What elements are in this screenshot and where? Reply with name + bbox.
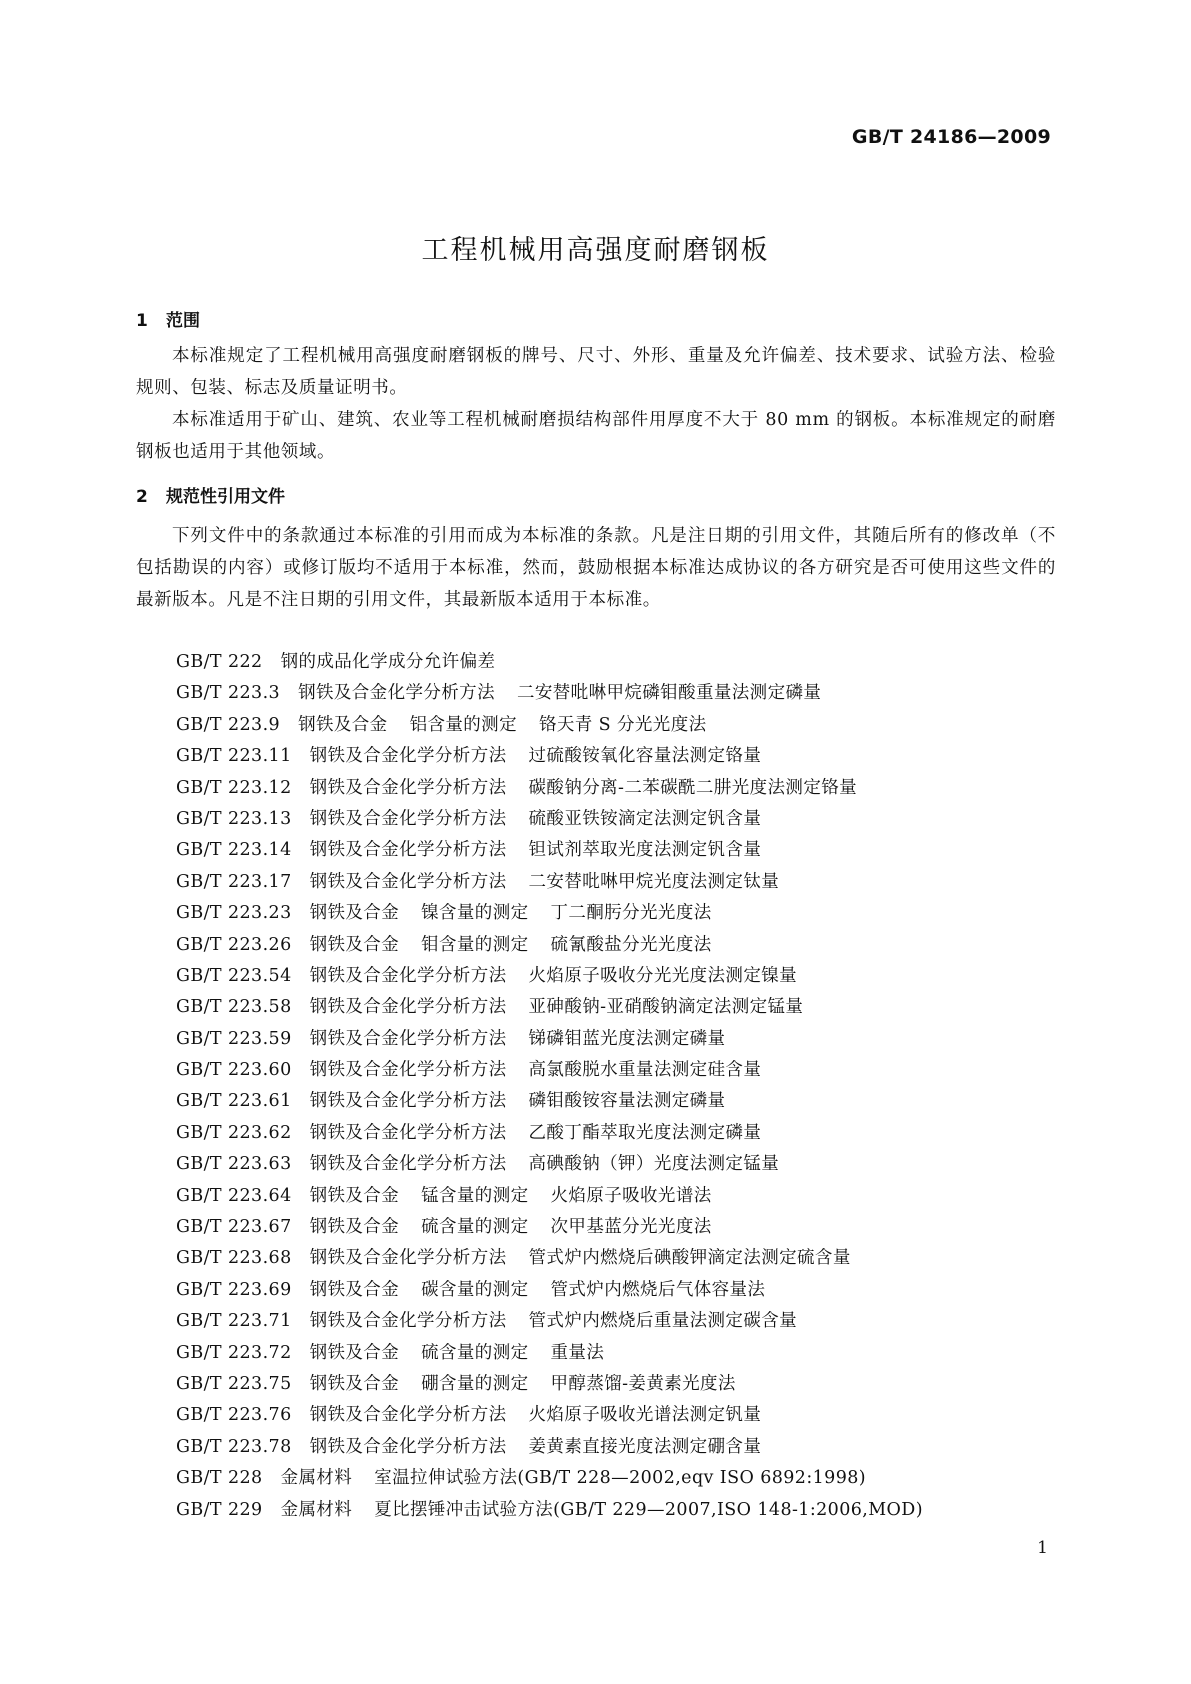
reference-title-part: 钢铁及合金化学分析方法	[309, 871, 507, 892]
reference-item	[176, 867, 945, 898]
reference-title-part: 钢铁及合金化学分析方法	[309, 965, 507, 986]
reference-code: GB/T 223.72	[176, 1342, 292, 1363]
reference-item	[176, 773, 945, 804]
reference-title-part: 次甲基蓝分光光度法	[550, 1217, 712, 1238]
reference-title-part: 金属材料	[280, 1499, 353, 1520]
reference-item	[176, 804, 945, 835]
reference-item	[176, 1181, 945, 1212]
reference-item	[176, 930, 945, 961]
reference-code: GB/T 223.76	[176, 1405, 292, 1426]
section-1-title: 范围	[166, 311, 200, 331]
reference-title-part: 高碘酸钠（钾）光度法测定锰量	[528, 1154, 780, 1175]
reference-title-part: 钢铁及合金化学分析方法	[309, 1091, 507, 1112]
section-1-number: 1	[136, 311, 148, 331]
reference-title-part: 钢铁及合金化学分析方法	[309, 777, 507, 798]
reference-item	[176, 1463, 945, 1494]
reference-code: GB/T 223.61	[176, 1091, 292, 1112]
reference-code: GB/T 223.14	[176, 840, 292, 861]
reference-item	[176, 1495, 945, 1526]
reference-title-part: 钢铁及合金	[309, 1342, 400, 1363]
reference-item	[176, 1055, 945, 1086]
reference-item	[176, 1306, 945, 1337]
reference-code: GB/T 223.54	[176, 965, 292, 986]
reference-item	[176, 992, 945, 1023]
reference-item	[176, 647, 945, 678]
reference-item	[176, 1432, 945, 1463]
reference-title-part: 镍含量的测定	[421, 903, 529, 924]
reference-code: GB/T 223.9	[176, 714, 281, 735]
reference-item	[176, 710, 945, 741]
reference-code: GB/T 223.11	[176, 746, 292, 767]
section-1-paragraph-1: 本标准规定了工程机械用高强度耐磨钢板的牌号、尺寸、外形、重量及允许偏差、技术要求、试验方法、检验规则、包装、标志及质量证明书。	[136, 346, 1056, 398]
section-1-heading	[136, 306, 200, 331]
reference-title-part: 过硫酸铵氧化容量法测定铬量	[528, 746, 762, 767]
reference-title-part: 乙酸丁酯萃取光度法测定磷量	[528, 1122, 762, 1143]
section-2-intro: 下列文件中的条款通过本标准的引用而成为本标准的条款。凡是注日期的引用文件，其随后所有的修改单（不包括勘误的内容）或修订版均不适用于本标准，然而，鼓励根据本标准达成协议的各方研究是否可使用这些文件的最新版本。凡是不注日期的引用文件，其最新版本适用于本标准。	[136, 526, 1056, 610]
reference-title-part: 铝含量的测定	[409, 714, 517, 735]
reference-title-part: 钢铁及合金	[309, 903, 400, 924]
reference-title-part: 钢铁及合金化学分析方法	[309, 1248, 507, 1269]
section-2-heading	[136, 482, 285, 507]
reference-item	[176, 741, 945, 772]
reference-item	[176, 1118, 945, 1149]
reference-title-part: 钢铁及合金化学分析方法	[298, 683, 495, 704]
reference-item	[176, 678, 945, 709]
reference-title-part: 硼含量的测定	[421, 1373, 529, 1394]
reference-code: GB/T 223.62	[176, 1122, 292, 1143]
reference-title-part: 钢铁及合金化学分析方法	[309, 1060, 507, 1081]
reference-code: GB/T 223.59	[176, 1028, 292, 1049]
reference-code: GB/T 223.60	[176, 1060, 292, 1081]
reference-title-part: 硫含量的测定	[421, 1342, 529, 1363]
reference-code: GB/T 223.71	[176, 1311, 292, 1332]
reference-title-part: 钢铁及合金化学分析方法	[309, 840, 507, 861]
reference-code: GB/T 223.26	[176, 934, 292, 955]
reference-title-part: 钢铁及合金化学分析方法	[309, 1436, 507, 1457]
reference-title-part: 钢铁及合金	[309, 1185, 400, 1206]
reference-title-part: 钢铁及合金	[309, 934, 400, 955]
reference-code: GB/T 222	[176, 652, 263, 672]
reference-title-part: 高氯酸脱水重量法测定硅含量	[528, 1060, 762, 1081]
document-title: 工程机械用高强度耐磨钢板	[421, 235, 770, 266]
reference-title-part: 管式炉内燃烧后碘酸钾滴定法测定硫含量	[528, 1248, 851, 1269]
reference-code: GB/T 223.23	[176, 903, 292, 924]
reference-title-part: 钢铁及合金	[298, 714, 388, 735]
reference-item	[176, 1338, 945, 1369]
reference-title-part: 钢铁及合金化学分析方法	[309, 808, 507, 829]
reference-title-part: 碳酸钠分离-二苯碳酰二肼光度法测定铬量	[528, 777, 858, 798]
reference-item	[176, 1400, 945, 1431]
reference-title-part: 钼含量的测定	[421, 934, 529, 955]
reference-title-part: 重量法	[550, 1342, 605, 1363]
standard-code: GB/T 24186—2009	[851, 126, 1051, 148]
page-number: 1	[1037, 1538, 1048, 1558]
reference-title-part: 金属材料	[280, 1468, 353, 1489]
reference-item	[176, 1086, 945, 1117]
reference-item	[176, 1212, 945, 1243]
reference-title-part: 室温拉伸试验方法(GB/T 228—2002,eqv ISO 6892:1998)	[374, 1468, 867, 1489]
reference-code: GB/T 223.13	[176, 808, 292, 829]
reference-code: GB/T 223.75	[176, 1373, 292, 1394]
reference-title-part: 硫含量的测定	[421, 1217, 529, 1238]
section-2-title: 规范性引用文件	[166, 487, 285, 507]
reference-title-part: 火焰原子吸收光谱法测定钒量	[528, 1405, 762, 1426]
reference-title-part: 甲醇蒸馏-姜黄素光度法	[550, 1373, 736, 1394]
reference-item	[176, 1149, 945, 1180]
reference-title-part: 钢铁及合金化学分析方法	[309, 746, 507, 767]
reference-title-part: 管式炉内燃烧后气体容量法	[550, 1279, 766, 1300]
reference-item	[176, 1275, 945, 1306]
reference-title-part: 二安替吡啉甲烷光度法测定钛量	[528, 871, 780, 892]
reference-title-part: 火焰原子吸收分光光度法测定镍量	[528, 965, 798, 986]
reference-title-part: 硫酸亚铁铵滴定法测定钒含量	[528, 808, 762, 829]
reference-item	[176, 1369, 945, 1400]
reference-title-part: 亚砷酸钠-亚硝酸钠滴定法测定锰量	[528, 997, 804, 1018]
reference-title-part: 钢铁及合金化学分析方法	[309, 1154, 507, 1175]
reference-item	[176, 898, 945, 929]
reference-code: GB/T 223.69	[176, 1279, 292, 1300]
section-2-number: 2	[136, 487, 148, 507]
reference-item	[176, 1243, 945, 1274]
reference-code: GB/T 223.63	[176, 1154, 292, 1175]
section-1-paragraph-2: 本标准适用于矿山、建筑、农业等工程机械耐磨损结构部件用厚度不大于 80 mm 的钢板。本标准规定的耐磨钢板也适用于其他领域。	[136, 410, 1056, 462]
reference-code: GB/T 223.17	[176, 871, 292, 892]
reference-code: GB/T 223.67	[176, 1217, 292, 1238]
reference-code: GB/T 223.3	[176, 683, 281, 704]
reference-title-part: 锰含量的测定	[421, 1185, 529, 1206]
reference-item	[176, 835, 945, 866]
reference-title-part: 磷钼酸铵容量法测定磷量	[528, 1091, 726, 1112]
reference-title-part: 碳含量的测定	[421, 1279, 529, 1300]
reference-title-part: 钢铁及合金	[309, 1279, 400, 1300]
reference-title-part: 铬天青 S 分光光度法	[538, 714, 707, 735]
reference-list	[176, 647, 945, 1526]
reference-title-part: 姜黄素直接光度法测定硼含量	[528, 1436, 762, 1457]
reference-code: GB/T 223.78	[176, 1436, 292, 1457]
reference-title-part: 钢铁及合金化学分析方法	[309, 997, 507, 1018]
reference-code: GB/T 223.12	[176, 777, 292, 798]
reference-item	[176, 1024, 945, 1055]
reference-title-part: 钢铁及合金	[309, 1373, 400, 1394]
reference-item	[176, 961, 945, 992]
reference-title-part: 钢铁及合金化学分析方法	[309, 1122, 507, 1143]
reference-title-part: 钢铁及合金化学分析方法	[309, 1311, 507, 1332]
reference-title-part: 硫氰酸盐分光光度法	[550, 934, 712, 955]
reference-title-part: 夏比摆锤冲击试验方法(GB/T 229—2007,ISO 148-1:2006,MOD)	[374, 1499, 923, 1520]
reference-title-part: 火焰原子吸收光谱法	[550, 1185, 712, 1206]
reference-title-part: 管式炉内燃烧后重量法测定碳含量	[528, 1311, 798, 1332]
reference-title-part: 锑磷钼蓝光度法测定磷量	[528, 1028, 726, 1049]
reference-title-part: 钢的成品化学成分允许偏差	[280, 652, 496, 672]
reference-code: GB/T 228	[176, 1468, 263, 1489]
reference-code: GB/T 223.58	[176, 997, 292, 1018]
reference-title-part: 二安替吡啉甲烷磷钼酸重量法测定磷量	[516, 683, 822, 704]
reference-code: GB/T 229	[176, 1499, 263, 1520]
reference-title-part: 钽试剂萃取光度法测定钒含量	[528, 840, 762, 861]
reference-title-part: 钢铁及合金化学分析方法	[309, 1028, 507, 1049]
reference-title-part: 钢铁及合金	[309, 1217, 400, 1238]
reference-code: GB/T 223.64	[176, 1185, 292, 1206]
reference-code: GB/T 223.68	[176, 1248, 292, 1269]
reference-title-part: 钢铁及合金化学分析方法	[309, 1405, 507, 1426]
reference-title-part: 丁二酮肟分光光度法	[550, 903, 712, 924]
